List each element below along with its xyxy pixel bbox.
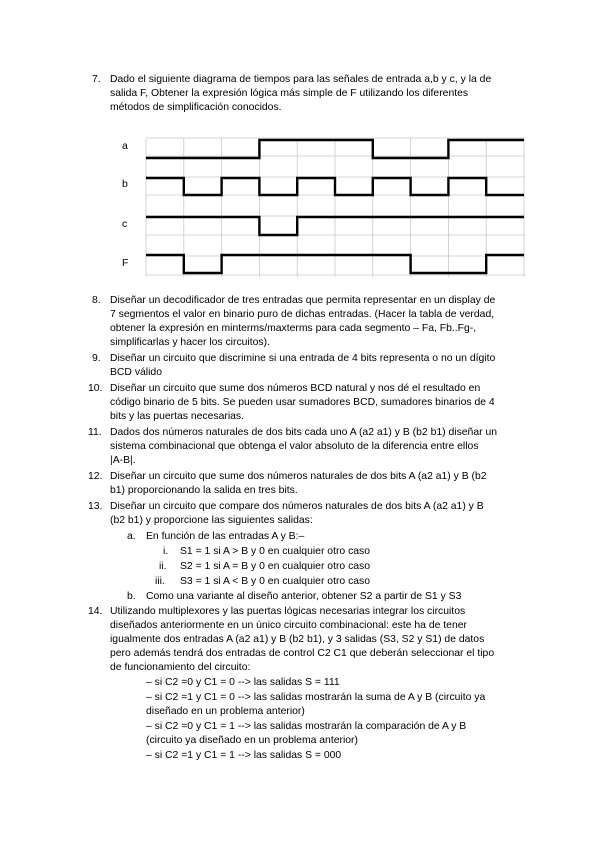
q12-line: b1) proporcionando la salida en tres bits. — [110, 485, 298, 496]
q9-line: BCD válido — [110, 367, 162, 378]
q14-line: pero además tendrá dos entradas de control C2 C1 que deberán seleccionar el tipo — [110, 648, 495, 659]
signal-label-f: F — [122, 257, 129, 269]
q14-line: Utilizando multiplexores y las puertas lógicas necesarias integrar los circuitos — [110, 606, 466, 617]
q14-line: de funcionamiento del circuito: — [110, 662, 251, 673]
q13-number: 13. — [88, 501, 103, 512]
q14-line: igualmente dos entradas A (a2 a1) y B (b2 b1), y 3 salidas (S3, S2 y S1) de datos — [110, 634, 485, 645]
q7-line: Dado el siguiente diagrama de tiempos para las señales de entrada a,b y c, y la de — [110, 74, 492, 85]
q11-number: 11. — [88, 427, 102, 438]
q9-line: Diseñar un circuito que discrimine si una entrada de 4 bits representa o no un dígito — [110, 353, 496, 364]
q14-case-line: (circuito ya diseñado en un problema anterior) — [146, 735, 358, 746]
q8-line: 7 segmentos el valor en binario puro de dichas entradas. (Hacer la tabla de verdad, — [110, 309, 495, 320]
timing-diagram — [110, 133, 535, 285]
q13-sub-marker: i. — [163, 546, 169, 557]
q10-line: bits y las puertas necesarias. — [110, 411, 244, 422]
q14-line: diseñados anteriormente en un único circuito combinacional: este ha de tener — [110, 620, 467, 631]
q13-line: Diseñar un circuito que compare dos números naturales de dos bits A (a2 a1) y B — [110, 501, 484, 512]
signal-label-b: b — [122, 178, 128, 190]
signal-label-c: c — [122, 218, 128, 230]
q13-sub-marker: ii. — [159, 561, 167, 572]
q14-case-line: – si C2 =1 y C1 = 1 --> las salidas S = 000 — [146, 750, 342, 761]
q12-number: 12. — [88, 471, 103, 482]
q8-line: simplificarlas y hacer los circuitos). — [110, 337, 270, 348]
q13-sub-text: S2 = 1 si A = B y 0 en cualquier otro caso — [180, 561, 371, 572]
q7-line: métodos de simplificación conocidos. — [110, 102, 282, 113]
q10-line: Diseñar un circuito que sume dos números BCD natural y nos dé el resultado en — [110, 383, 481, 394]
q7-number: 7. — [92, 74, 101, 85]
q8-line: Diseñar un decodificador de tres entradas que permita representar en un display de — [110, 295, 496, 306]
q14-case-line: – si C2 =1 y C1 = 0 --> las salidas mostrarán la suma de A y B (circuito ya — [146, 692, 486, 703]
q14-number: 14. — [88, 606, 103, 617]
q13-sub-marker: iii. — [155, 576, 165, 587]
q13-line: (b2 b1) y proporcione las siguientes salidas: — [110, 515, 313, 526]
q13-item-b-text: Como una variante al diseño anterior, obtener S2 a partir de S1 y S3 — [146, 591, 462, 602]
q14-case-line: diseñado en un problema anterior) — [146, 706, 305, 717]
q11-line: |A-B|. — [110, 455, 136, 466]
q13-item-a-text: En función de las entradas A y B:– — [146, 531, 305, 542]
q10-line: código binario de 5 bits. Se pueden usar sumadores BCD, sumadores binarios de 4 — [110, 397, 495, 408]
waveform-b — [146, 178, 524, 195]
q14-case-line: – si C2 =0 y C1 = 0 --> las salidas S = 111 — [146, 677, 340, 688]
q8-line: obtener la expresión en minterms/maxterms para cada segmento – Fa, Fb..Fg-, — [110, 323, 477, 334]
q8-number: 8. — [92, 295, 101, 306]
q11-line: Dados dos números naturales de dos bits cada uno A (a2 a1) y B (b2 b1) diseñar un — [110, 427, 497, 438]
q13-sub-text: S3 = 1 si A < B y 0 en cualquier otro caso — [180, 576, 371, 587]
signal-label-a: a — [122, 140, 128, 152]
q12-line: Diseñar un circuito que sume dos números naturales de dos bits A (a2 a1) y B (b2 — [110, 471, 487, 482]
q13-item-a-marker: a. — [127, 531, 136, 542]
q14-case-line: – si C2 =0 y C1 = 1 --> las salidas mostrarán la comparación de A y B — [146, 721, 467, 732]
q9-number: 9. — [92, 353, 101, 364]
q11-line: sistema combinacional que obtenga el valor absoluto de la diferencia entre ellos — [110, 441, 479, 452]
q7-line: salida F, Obtener la expresión lógica más simple de F utilizando los diferentes — [110, 88, 469, 99]
q10-number: 10. — [88, 383, 103, 394]
q13-sub-text: S1 = 1 si A > B y 0 en cualquier otro caso — [180, 546, 371, 557]
q13-item-b-marker: b. — [127, 591, 136, 602]
